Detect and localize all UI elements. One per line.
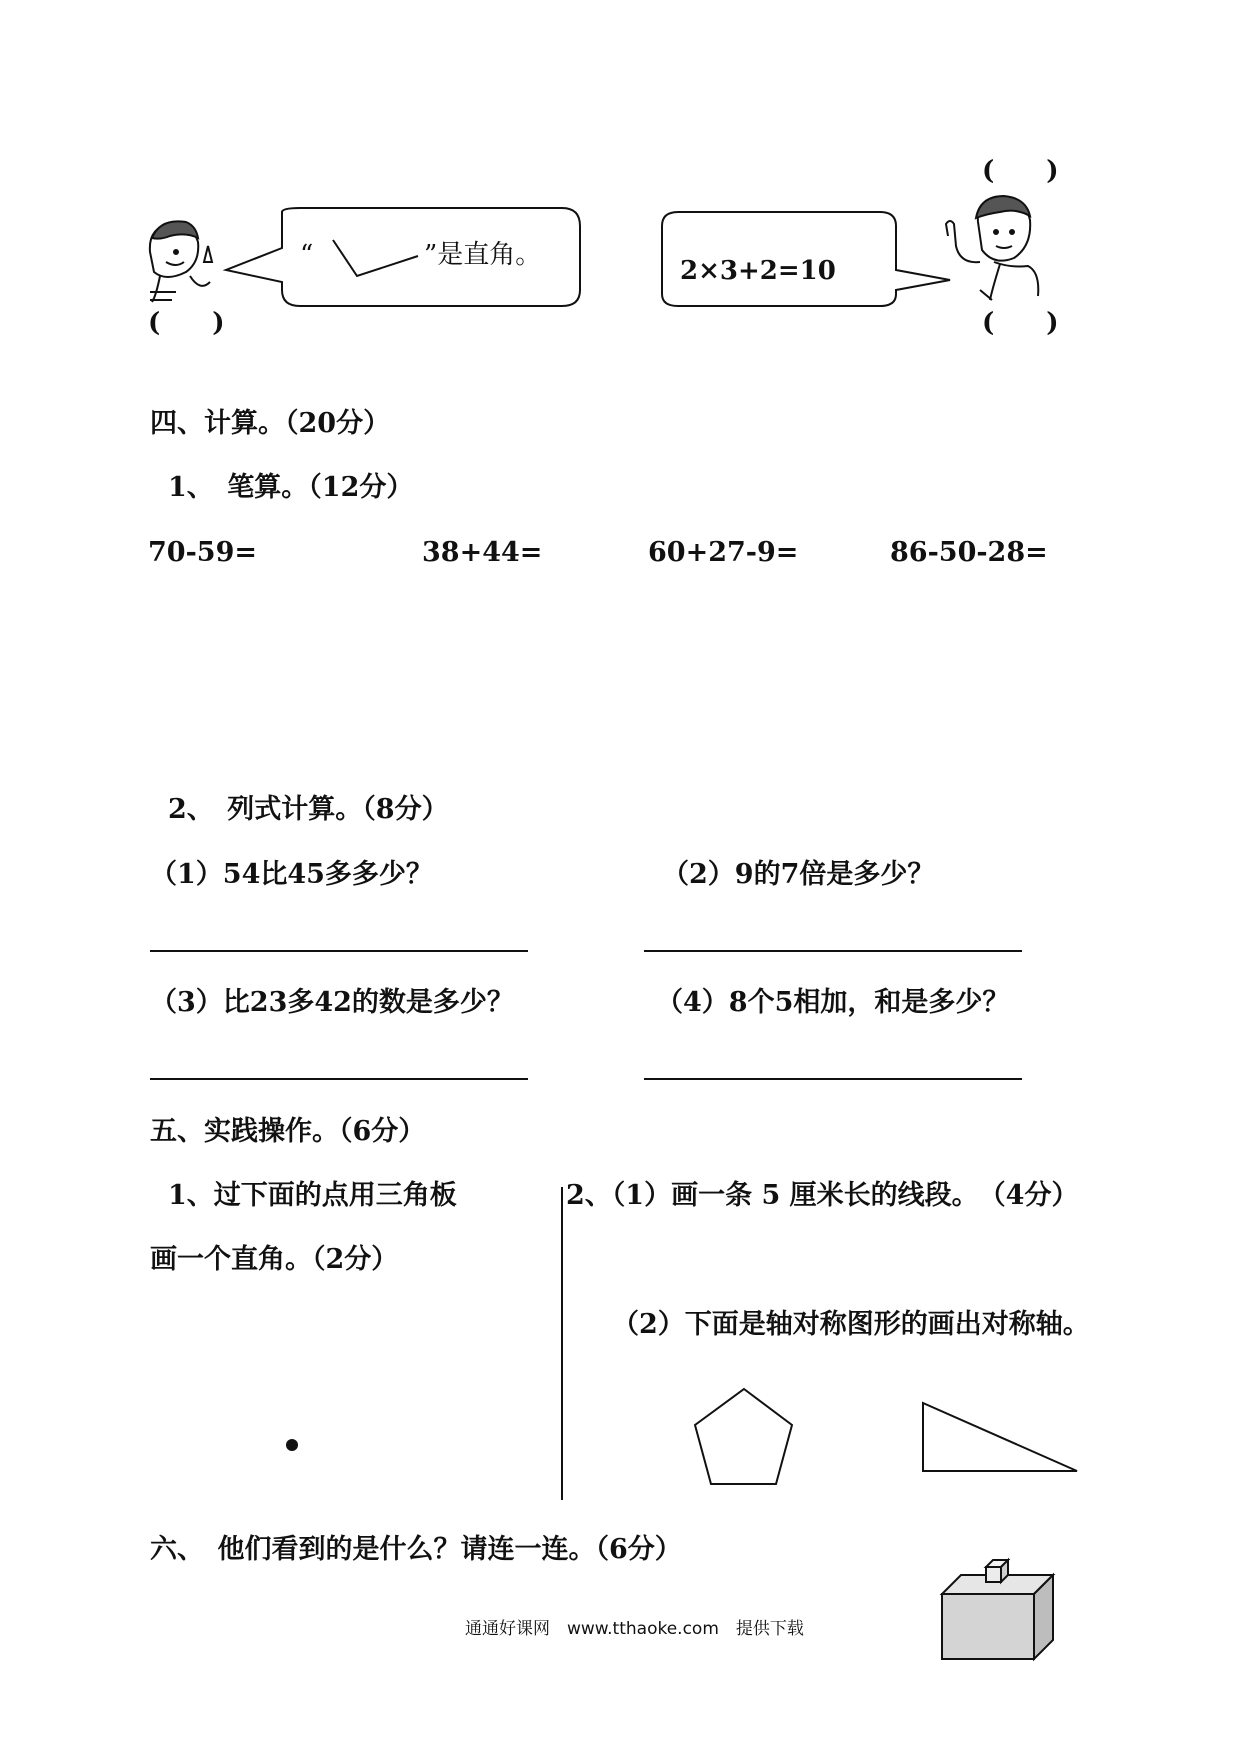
section-5-task1-line1: 1、过下面的点用三角板 [168,1180,457,1211]
judge-paren-top-right[interactable]: ( ) [982,156,1059,186]
point-dot [286,1439,298,1451]
problem-4: 86-50-28= [890,537,1048,568]
word-problem-4: （4）8个5相加，和是多少？ [656,987,1010,1018]
section-5-task1-line2: 画一个直角。（2分） [150,1244,399,1275]
problem-2: 38+44= [422,537,543,568]
open-quote: “ [300,240,314,270]
right-boy-illustration [946,196,1038,300]
pentagon-shape [695,1389,792,1484]
answer-line-2[interactable] [644,950,1022,952]
box-cube-figure [942,1560,1053,1659]
judge-paren-left[interactable]: ( ) [148,308,225,338]
problem-1: 70-59= [148,537,257,568]
section-5-task2-1: 2、（1）画一条 5 厘米长的线段。 （4分） [566,1180,1079,1211]
answer-line-3[interactable] [150,1078,528,1080]
section-6-title: 六、 他们看到的是什么？请连一连。（6分） [150,1534,682,1565]
left-boy-illustration [150,221,212,302]
answer-line-1[interactable] [150,950,528,952]
section-4-part2-title: 2、 列式计算。（8分） [168,794,449,825]
right-bubble-text: 2×3+2=10 [680,256,836,286]
section-5-task2-2: （2）下面是轴对称图形的画出对称轴。 [612,1309,1090,1340]
left-bubble-text: ”是直角。 [424,240,542,270]
answer-line-4[interactable] [644,1078,1022,1080]
judge-paren-bottom-right[interactable]: ( ) [982,308,1059,338]
word-problem-2: （2）9的7倍是多少？ [662,859,935,890]
section-5-title: 五、实践操作。（6分） [150,1116,426,1147]
section-4-part1-title: 1、 笔算。（12分） [168,472,414,503]
word-problem-1: （1）54比45多多少？ [150,859,433,890]
footer-credit: 通通好课网 www.tthaoke.com 提供下载 [465,1619,804,1639]
word-problem-3: （3）比23多42的数是多少？ [150,987,514,1018]
triangle-shape [923,1403,1077,1471]
problem-3: 60+27-9= [648,537,799,568]
section-4-title: 四、计算。（20分） [150,408,391,439]
